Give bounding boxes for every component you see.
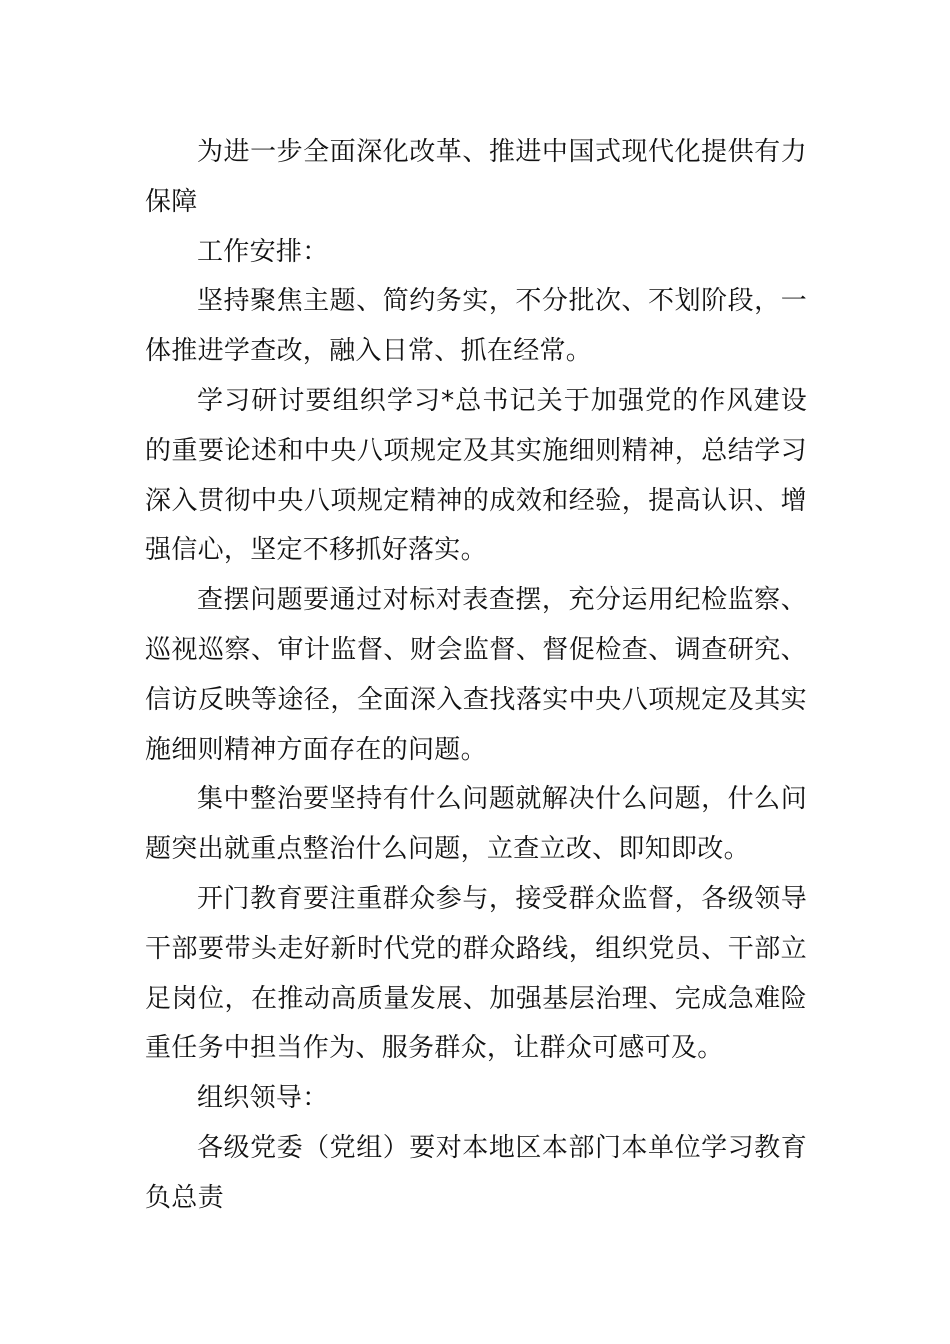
heading-work-arrangement: 工作安排： [197, 236, 329, 267]
heading-organization-leadership: 组织领导： [197, 1083, 329, 1114]
paragraph-focused-rectification: 集中整治要坚持有什么问题就解决什么问题，什么问题突出就重点整治什么问题，立查立改、即知即改。 [145, 784, 807, 865]
paragraph-problem-finding: 查摆问题要通过对标对表查摆，充分运用纪检监察、巡视巡察、审计监督、财会监督、督促检查、调查研究、信访反映等途径，全面深入查找落实中央八项规定及其实施细则精神方面存在的问题。 [145, 585, 807, 765]
paragraph-study-discussion: 学习研讨要组织学习*总书记关于加强党的作风建设的重要论述和中央八项规定及其实施细则精神，总结学习深入贯彻中央八项规定精神的成效和经验，提高认识、增强信心，坚定不移抓好落实。 [145, 385, 807, 566]
paragraph-guarantee: 为进一步全面深化改革、推进中国式现代化提供有力保障 [145, 137, 807, 217]
document-body [145, 128, 807, 1224]
paragraph-focus-theme: 坚持聚焦主题、简约务实，不分批次、不划阶段，一体推进学查改，融入日常、抓在经常。 [145, 286, 807, 367]
paragraph-open-education: 开门教育要注重群众参与，接受群众监督，各级领导干部要带头走好新时代党的群众路线，组织党员、干部立足岗位，在推动高质量发展、加强基层治理、完成急难险重任务中担当作为、服务群众，让群众可感可及。 [145, 883, 807, 1064]
paragraph-party-committee-responsibility: 各级党委（党组）要对本地区本部门本单位学习教育负总责 [145, 1132, 807, 1213]
